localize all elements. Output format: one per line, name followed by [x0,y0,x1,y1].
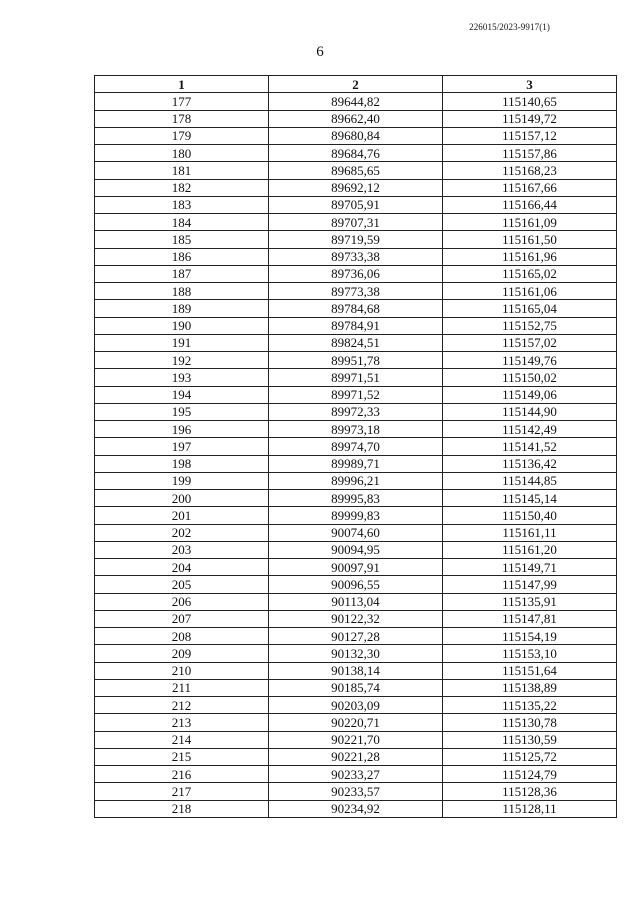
x-coordinate-cell: 89773,38 [269,283,443,300]
x-coordinate-cell: 89971,52 [269,386,443,403]
point-number-cell: 183 [95,196,269,213]
point-number-cell: 195 [95,403,269,420]
point-number-cell: 184 [95,214,269,231]
y-coordinate-cell: 115135,91 [443,593,617,610]
y-coordinate-cell: 115124,79 [443,766,617,783]
x-coordinate-cell: 89684,76 [269,145,443,162]
x-coordinate-cell: 89685,65 [269,162,443,179]
y-coordinate-cell: 115152,75 [443,317,617,334]
point-number-cell: 182 [95,179,269,196]
table-row [95,317,617,334]
y-coordinate-cell: 115140,65 [443,93,617,110]
x-coordinate-cell: 90233,27 [269,766,443,783]
y-coordinate-cell: 115128,11 [443,800,617,817]
x-coordinate-cell: 89974,70 [269,438,443,455]
table-row [95,265,617,282]
table-row [95,766,617,783]
y-coordinate-cell: 115149,76 [443,352,617,369]
point-number-cell: 210 [95,662,269,679]
y-coordinate-cell: 115154,19 [443,628,617,645]
y-coordinate-cell: 115136,42 [443,455,617,472]
x-coordinate-cell: 89707,31 [269,214,443,231]
y-coordinate-cell: 115147,81 [443,610,617,627]
y-coordinate-cell: 115149,72 [443,110,617,127]
y-coordinate-cell: 115138,89 [443,679,617,696]
document-reference: 226015/2023-9917(1) [469,22,550,32]
table-row [95,559,617,576]
y-coordinate-cell: 115149,71 [443,559,617,576]
table-row [95,783,617,800]
table-row [95,231,617,248]
point-number-cell: 192 [95,352,269,369]
y-coordinate-cell: 115144,90 [443,403,617,420]
x-coordinate-cell: 90221,28 [269,748,443,765]
x-coordinate-cell: 90234,92 [269,800,443,817]
point-number-cell: 179 [95,127,269,144]
table-row [95,748,617,765]
point-number-cell: 193 [95,369,269,386]
table-row [95,576,617,593]
table-row [95,162,617,179]
point-number-cell: 217 [95,783,269,800]
x-coordinate-cell: 89784,91 [269,317,443,334]
point-number-cell: 187 [95,265,269,282]
point-number-cell: 194 [95,386,269,403]
table-row [95,145,617,162]
y-coordinate-cell: 115149,06 [443,386,617,403]
point-number-cell: 208 [95,628,269,645]
x-coordinate-cell: 89692,12 [269,179,443,196]
table-row [95,455,617,472]
table-row [95,610,617,627]
table-row [95,248,617,265]
page-number: 6 [316,44,324,60]
x-coordinate-cell: 90097,91 [269,559,443,576]
x-coordinate-cell: 89989,71 [269,455,443,472]
point-number-cell: 214 [95,731,269,748]
point-number-cell: 189 [95,300,269,317]
table-header-row [95,76,617,93]
x-coordinate-cell: 90221,70 [269,731,443,748]
x-coordinate-cell: 89719,59 [269,231,443,248]
y-coordinate-cell: 115141,52 [443,438,617,455]
point-number-cell: 201 [95,507,269,524]
table-row [95,645,617,662]
x-coordinate-cell: 89733,38 [269,248,443,265]
y-coordinate-cell: 115161,20 [443,541,617,558]
y-coordinate-cell: 115161,06 [443,283,617,300]
y-coordinate-cell: 115151,64 [443,662,617,679]
y-coordinate-cell: 115165,02 [443,265,617,282]
x-coordinate-cell: 90185,74 [269,679,443,696]
table-row [95,697,617,714]
point-number-cell: 206 [95,593,269,610]
table-row [95,472,617,489]
point-number-cell: 209 [95,645,269,662]
table-row [95,110,617,127]
column-header-1: 1 [95,76,269,93]
x-coordinate-cell: 89996,21 [269,472,443,489]
x-coordinate-cell: 90094,95 [269,541,443,558]
x-coordinate-cell: 89705,91 [269,196,443,213]
point-number-cell: 207 [95,610,269,627]
point-number-cell: 178 [95,110,269,127]
y-coordinate-cell: 115165,04 [443,300,617,317]
table-row [95,127,617,144]
x-coordinate-cell: 90233,57 [269,783,443,800]
table-row [95,386,617,403]
x-coordinate-cell: 89973,18 [269,421,443,438]
point-number-cell: 181 [95,162,269,179]
table-row [95,714,617,731]
x-coordinate-cell: 89999,83 [269,507,443,524]
point-number-cell: 191 [95,334,269,351]
y-coordinate-cell: 115161,50 [443,231,617,248]
point-number-cell: 180 [95,145,269,162]
x-coordinate-cell: 90074,60 [269,524,443,541]
table-row [95,490,617,507]
y-coordinate-cell: 115161,09 [443,214,617,231]
point-number-cell: 216 [95,766,269,783]
point-number-cell: 204 [95,559,269,576]
table-row [95,403,617,420]
x-coordinate-cell: 89644,82 [269,93,443,110]
x-coordinate-cell: 90127,28 [269,628,443,645]
x-coordinate-cell: 90220,71 [269,714,443,731]
table-row [95,369,617,386]
y-coordinate-cell: 115166,44 [443,196,617,213]
table-row [95,93,617,110]
table-row [95,300,617,317]
table-row [95,541,617,558]
x-coordinate-cell: 89784,68 [269,300,443,317]
point-number-cell: 202 [95,524,269,541]
y-coordinate-cell: 115128,36 [443,783,617,800]
table-row [95,731,617,748]
point-number-cell: 197 [95,438,269,455]
point-number-cell: 188 [95,283,269,300]
y-coordinate-cell: 115150,02 [443,369,617,386]
point-number-cell: 218 [95,800,269,817]
column-header-2: 2 [269,76,443,93]
x-coordinate-cell: 89995,83 [269,490,443,507]
point-number-cell: 211 [95,679,269,696]
y-coordinate-cell: 115130,78 [443,714,617,731]
x-coordinate-cell: 89951,78 [269,352,443,369]
table-body [95,93,617,818]
table-row [95,662,617,679]
table-row [95,214,617,231]
y-coordinate-cell: 115168,23 [443,162,617,179]
x-coordinate-cell: 89680,84 [269,127,443,144]
y-coordinate-cell: 115142,49 [443,421,617,438]
y-coordinate-cell: 115125,72 [443,748,617,765]
coordinates-table [94,75,617,818]
y-coordinate-cell: 115157,86 [443,145,617,162]
x-coordinate-cell: 90122,32 [269,610,443,627]
y-coordinate-cell: 115161,11 [443,524,617,541]
table-row [95,196,617,213]
table-row [95,438,617,455]
x-coordinate-cell: 89972,33 [269,403,443,420]
table-row [95,352,617,369]
x-coordinate-cell: 90138,14 [269,662,443,679]
table-row [95,334,617,351]
table-row [95,800,617,817]
table-row [95,421,617,438]
point-number-cell: 205 [95,576,269,593]
point-number-cell: 186 [95,248,269,265]
y-coordinate-cell: 115167,66 [443,179,617,196]
x-coordinate-cell: 90113,04 [269,593,443,610]
x-coordinate-cell: 90096,55 [269,576,443,593]
point-number-cell: 199 [95,472,269,489]
point-number-cell: 198 [95,455,269,472]
point-number-cell: 196 [95,421,269,438]
y-coordinate-cell: 115135,22 [443,697,617,714]
point-number-cell: 203 [95,541,269,558]
y-coordinate-cell: 115157,12 [443,127,617,144]
table-row [95,593,617,610]
y-coordinate-cell: 115153,10 [443,645,617,662]
table-row [95,679,617,696]
y-coordinate-cell: 115161,96 [443,248,617,265]
y-coordinate-cell: 115150,40 [443,507,617,524]
point-number-cell: 185 [95,231,269,248]
y-coordinate-cell: 115147,99 [443,576,617,593]
column-header-3: 3 [443,76,617,93]
table-row [95,179,617,196]
table-row [95,283,617,300]
table-row [95,628,617,645]
y-coordinate-cell: 115145,14 [443,490,617,507]
point-number-cell: 177 [95,93,269,110]
y-coordinate-cell: 115144,85 [443,472,617,489]
point-number-cell: 213 [95,714,269,731]
x-coordinate-cell: 90203,09 [269,697,443,714]
table-row [95,507,617,524]
x-coordinate-cell: 89736,06 [269,265,443,282]
y-coordinate-cell: 115130,59 [443,731,617,748]
point-number-cell: 215 [95,748,269,765]
y-coordinate-cell: 115157,02 [443,334,617,351]
table-row [95,524,617,541]
x-coordinate-cell: 90132,30 [269,645,443,662]
x-coordinate-cell: 89662,40 [269,110,443,127]
point-number-cell: 190 [95,317,269,334]
point-number-cell: 212 [95,697,269,714]
x-coordinate-cell: 89824,51 [269,334,443,351]
x-coordinate-cell: 89971,51 [269,369,443,386]
point-number-cell: 200 [95,490,269,507]
